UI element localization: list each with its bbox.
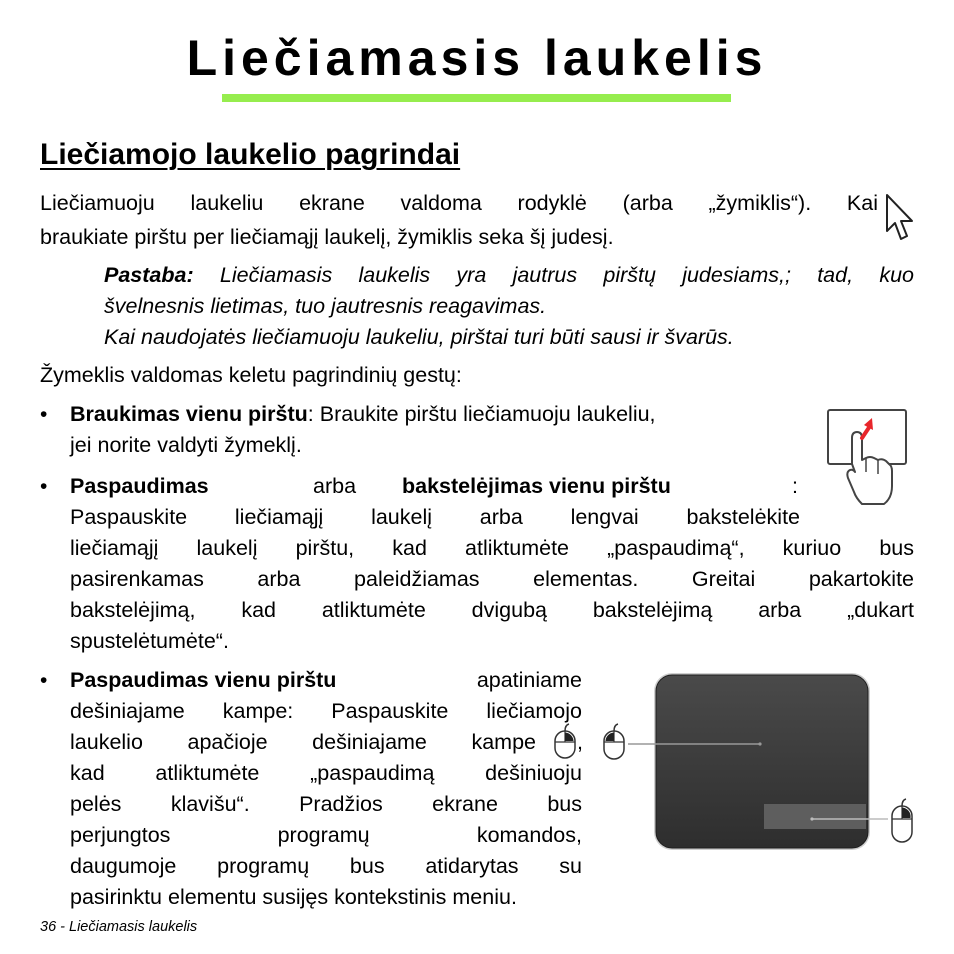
bullet3-line-3: laukelio apačioje dešiniajame kampe — [70, 730, 536, 754]
bullet3-line-4: kad atliktumėte „paspaudimą dešiniuoju — [70, 761, 582, 785]
section-heading: Liečiamojo laukelio pagrindai — [40, 138, 461, 171]
bullet2-conjunction: arba — [313, 474, 357, 498]
bullet-marker: • — [40, 403, 48, 426]
bullet-marker: • — [40, 475, 48, 498]
bullet3-text-1: apatiniame — [476, 668, 582, 692]
gestures-intro: Žymeklis valdomas keletu pagrindinių gestų: — [40, 363, 462, 387]
cursor-arrow-icon — [884, 193, 916, 245]
bullet3-line-6: perjungtos programų komandos, — [70, 823, 582, 847]
bullet3-line-2: dešiniajame kampe: Paspauskite liečiamojo — [70, 699, 582, 723]
touchpad-illustration — [598, 668, 928, 854]
intro-line-1: Liečiamuoju laukeliu ekrane valdoma rodyklė (arba „žymiklis“). Kai — [40, 191, 878, 215]
bullet2-line-6: spustelėtumėte“. — [70, 629, 229, 653]
bullet1-text-1: : Braukite pirštu liečiamuoju laukeliu, — [307, 402, 656, 426]
bullet-marker: • — [40, 669, 48, 692]
bullet2-line-2: Paspauskite liečiamąjį laukelį arba lengvai bakstelėkite — [70, 505, 800, 529]
mouse-left-click-icon — [604, 724, 624, 759]
bullet2-term-2: bakstelėjimas vienu pirštu — [402, 474, 671, 498]
bullet2-line-5: bakstelėjimą, kad atliktumėte dvigubą bakstelėjimą arba „dukart — [70, 598, 914, 622]
finger-swipe-icon — [826, 408, 908, 508]
bullet3-comma: , — [577, 730, 583, 754]
mouse-right-click-icon — [892, 799, 912, 842]
mouse-right-click-icon — [553, 723, 577, 759]
note-line-3 — [104, 322, 734, 353]
note-label: Pastaba: — [104, 263, 194, 287]
note-text-1: Liečiamasis laukelis yra jautrus pirštų judesiams,; tad, kuo — [219, 263, 914, 287]
bullet3-line-5: pelės klavišu“. Pradžios ekrane bus — [70, 792, 582, 816]
note-line-2 — [104, 291, 546, 322]
intro-line-2: braukiate pirštu per liečiamąjį laukelį, žymiklis seka šį judesį. — [40, 225, 614, 249]
bullet1-line-1 — [70, 399, 656, 430]
bullet2-line-4: pasirenkamas arba paleidžiamas elementas. Greitai pakartokite — [70, 567, 914, 591]
bullet3-line-7: daugumoje programų bus atidarytas su — [70, 854, 582, 878]
note-text-3: Kai naudojatės liečiamuoju laukeliu, pirštai turi būti sausi ir švarūs. — [104, 325, 734, 349]
title-underline-rule — [222, 94, 731, 102]
bullet1-line-2: jei norite valdyti žymeklį. — [70, 433, 302, 457]
page-title: Liečiamasis laukelis — [186, 30, 768, 86]
bullet2-line-3: liečiamąjį laukelį pirštu, kad atliktumėte „paspaudimą“, kuriuo bus — [70, 536, 914, 560]
bullet2-colon: : — [792, 474, 798, 498]
note-line-1 — [104, 260, 914, 291]
bullet3-line-8: pasirinktu elementu susijęs kontekstinis meniu. — [70, 885, 517, 909]
note-text-2: švelnesnis lietimas, tuo jautresnis reagavimas. — [104, 294, 547, 318]
page-footer: 36 - Liečiamasis laukelis — [40, 919, 198, 935]
bullet3-term: Paspaudimas vienu pirštu — [70, 668, 337, 692]
bullet1-term: Braukimas vienu pirštu — [70, 402, 308, 426]
bullet2-term-1: Paspaudimas — [70, 474, 209, 498]
